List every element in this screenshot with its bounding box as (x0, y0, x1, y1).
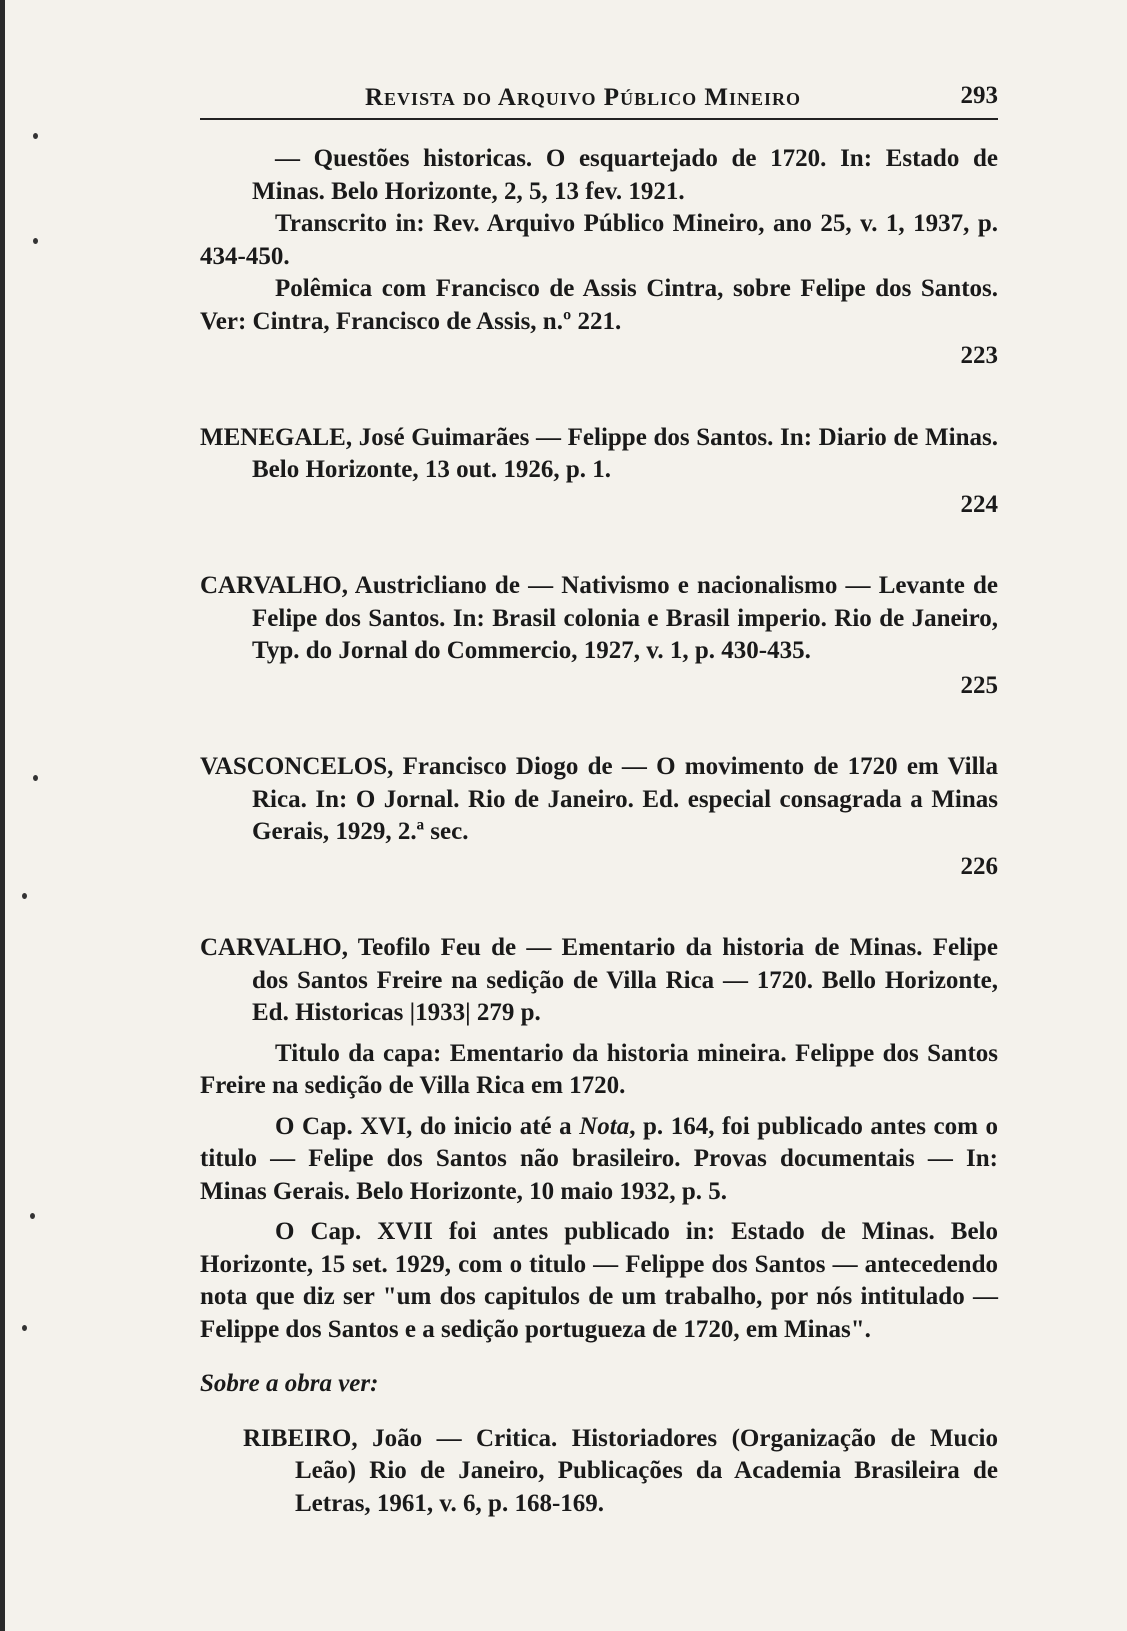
cap-xvii-note: O Cap. XVII foi antes publicado in: Estado de Minas. Belo Horizonte, 15 set. 1929, com o titulo — Felippe dos Santos — antecedendo nota que diz ser "um dos capitulos de um trabalho, por nós intitulado — Felippe dos Santos e a sedição portugueza de 1720, em Minas". (200, 1218, 998, 1343)
scan-speck (30, 1213, 35, 1219)
cap-xvi-note (200, 1111, 998, 1209)
entry-vasconcelos: VASCONCELOS, Francisco Diogo de — O movimento de 1720 em Villa Rica. In: O Jornal. Rio de Janeiro. Ed. especial consagrada a Minas Gerais, 1929, 2.ª sec. (200, 753, 998, 845)
binding-edge (0, 0, 5, 1631)
transcrito-note: Transcrito in: Rev. Arquivo Público Mineiro, ano 25, v. 1, 1937, p. 434-450. (200, 210, 998, 270)
scan-speck (33, 775, 38, 781)
scan-speck (22, 1325, 27, 1331)
entry-number: 225 (960, 671, 998, 699)
scan-speck (22, 893, 27, 899)
cap-xvi-nota: Nota (579, 1112, 630, 1140)
running-title: Revista do Arquivo Público Mineiro (365, 84, 801, 111)
entry-continuation: — Questões historicas. O esquartejado de 1720. In: Estado de Minas. Belo Horizonte, 2, 5, 13 fev. 1921. (252, 145, 998, 205)
entry-number: 226 (960, 852, 998, 880)
cap-xvi-text-b: , p. 164, foi publicado antes com o titulo — Felipe dos Santos não brasileiro. Provas documentais — In: Minas Gerais. Belo Horizonte, 10 maio 1932, p. 5. (200, 1112, 998, 1205)
entry-ribeiro: RIBEIRO, João — Critica. Historiadores (Organização de Mucio Leão) Rio de Janeiro, Publicações da Academia Brasileira de Letras, 1961, v. 6, p. 168-169. (243, 1424, 998, 1517)
page-header (200, 78, 998, 120)
cap-xvi-text-a: O Cap. XVI, do inicio até a (275, 1112, 580, 1140)
page-number: 293 (960, 82, 998, 109)
scan-speck (33, 133, 38, 139)
entry-number: 223 (960, 342, 998, 369)
entry-number: 224 (960, 490, 998, 518)
sobre-heading: Sobre a obra ver: (200, 1370, 379, 1397)
entry-carvalho-austricliano: CARVALHO, Austricliano de — Nativismo e nacionalismo — Levante de Felipe dos Santos. In: Brasil colonia e Brasil imperio. Rio de Janeiro, Typ. do Jornal do Commercio, 1927, v. 1, p. 430-435. (200, 572, 998, 664)
polemica-note: Polêmica com Francisco de Assis Cintra, sobre Felipe dos Santos. Ver: Cintra, Francisco de Assis, n.º 221. (200, 275, 998, 335)
titulo-capa-note: Titulo da capa: Ementario da historia mineira. Felippe dos Santos Freire na sedição de Villa Rica em 1720. (200, 1039, 998, 1099)
entry-carvalho-teofilo: CARVALHO, Teofilo Feu de — Ementario da historia de Minas. Felipe dos Santos Freire na sedição de Villa Rica — 1720. Bello Horizonte, Ed. Historicas |1933| 279 p. (200, 934, 998, 1026)
entry-menegale: MENEGALE, José Guimarães — Felippe dos Santos. In: Diario de Minas. Belo Horizonte, 13 out. 1926, p. 1. (200, 423, 998, 483)
scan-speck (33, 238, 38, 244)
bibliography-body (200, 143, 998, 1520)
